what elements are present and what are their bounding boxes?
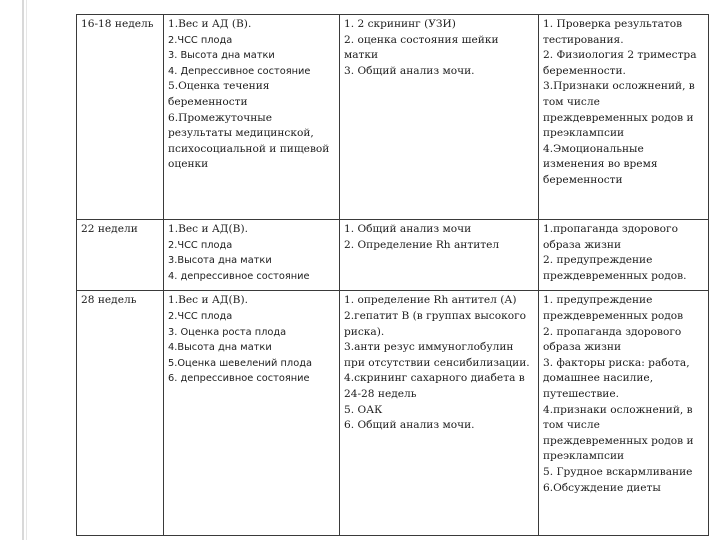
slide-left-border-inner <box>26 0 27 540</box>
test-item: 4.скрининг сахарного диабета в 24-28 недель <box>344 372 525 400</box>
exams-cell <box>164 15 340 220</box>
tests-cell <box>340 15 539 220</box>
education-cell <box>539 220 709 291</box>
exam-item: 5.Оценка течения беременности <box>168 80 270 108</box>
week-label: 22 недели <box>81 223 138 235</box>
exam-item: 2.ЧСС плода <box>168 310 233 322</box>
test-item: 3.анти резус иммуноглобулин при отсутствии сенсибилизации. <box>344 341 530 369</box>
test-item: 2. Определение Rh антител <box>344 238 500 251</box>
education-cell <box>539 291 709 536</box>
education-item: 4.признаки осложнений, в том числе преждевременных родов и преэклампсии <box>543 403 694 463</box>
test-item: 2.гепатит В (в группах высокого риска). <box>344 309 527 338</box>
test-item: 3. Общий анализ мочи. <box>344 64 475 77</box>
test-item: 1. 2 скрининг (УЗИ) <box>344 18 456 30</box>
test-item: 5. ОАК <box>344 403 383 416</box>
tests-cell <box>340 291 539 536</box>
test-item: 6. Общий анализ мочи. <box>344 419 475 432</box>
exam-item: 4.Высота дна матки <box>168 342 272 354</box>
education-item: 2. Физиология 2 триместра беременности. <box>543 49 697 77</box>
education-item: 1.пропаганда здорового образа жизни <box>543 223 678 251</box>
exam-item: 2.ЧСС плода <box>168 239 233 251</box>
table-row <box>77 291 709 536</box>
education-cell <box>539 15 709 220</box>
exam-item: 2.ЧСС плода <box>168 34 233 46</box>
exam-item: 6. депрессивное состояние <box>168 373 310 385</box>
education-item: 1. Проверка результатов тестирования. <box>543 18 683 46</box>
table-row <box>77 220 709 291</box>
pregnancy-visit-table <box>76 14 709 536</box>
exam-item: 6.Промежуточные результаты медицинской, психосоциальной и пищевой оценки <box>168 111 330 171</box>
table-row <box>77 15 709 220</box>
week-cell <box>77 291 164 536</box>
education-item: 2. пропаганда здорового образа жизни <box>543 325 682 354</box>
test-item: 1. определение Rh антител (А) <box>344 294 517 307</box>
exam-item: 4. депрессивное состояние <box>168 270 310 282</box>
education-item: 3.Признаки осложнений, в том числе преждевременных родов и преэклампсии <box>543 80 695 140</box>
week-label: 16-18 недель <box>81 18 154 30</box>
slide-left-border <box>22 0 24 540</box>
exam-item: 1.Вес и АД (В). <box>168 18 252 30</box>
week-label: 28 недель <box>81 294 137 307</box>
exam-item: 1.Вес и АД(В). <box>168 223 248 235</box>
week-cell <box>77 220 164 291</box>
test-item: 2. оценка состояния шейки матки <box>344 33 499 62</box>
exams-cell <box>164 291 340 536</box>
tests-cell <box>340 220 539 291</box>
exam-item: 1.Вес и АД(В). <box>168 294 248 307</box>
exam-item: 3. Оценка роста плода <box>168 326 287 338</box>
exam-item: 3. Высота дна матки <box>168 50 275 62</box>
exam-item: 5.Оценка шевелений плода <box>168 357 312 369</box>
exam-item: 4. Депрессивное состояние <box>168 65 311 77</box>
education-item: 1. предупреждение преждевременных родов <box>543 294 684 322</box>
week-cell <box>77 15 164 220</box>
education-item: 4.Эмоциональные изменения во время беременности <box>543 142 658 186</box>
test-item: 1. Общий анализ мочи <box>344 223 472 235</box>
education-item: 5. Грудное вскармливание <box>543 465 693 478</box>
education-item: 2. предупреждение преждевременных родов. <box>543 254 687 282</box>
exam-item: 3.Высота дна матки <box>168 255 272 267</box>
exams-cell <box>164 220 340 291</box>
education-item: 6.Обсуждение диеты <box>543 481 661 494</box>
education-item: 3. факторы риска: работа, домашнее насилие, путешествие. <box>543 356 690 400</box>
